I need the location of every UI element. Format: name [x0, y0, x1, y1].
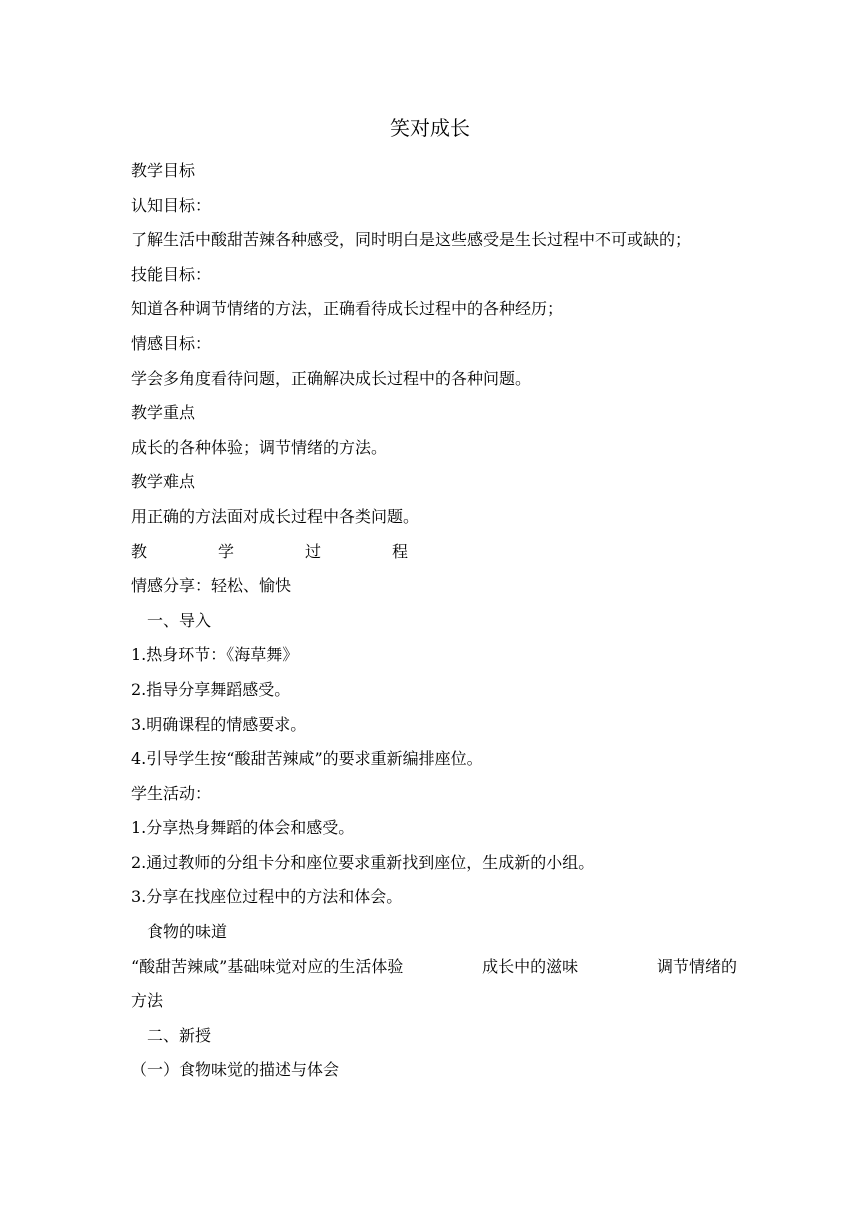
paragraph: 了解生活中酸甜苦辣各种感受，同时明白是这些感受是生长过程中不可或缺的；: [131, 230, 692, 250]
paragraph: 学生活动：: [131, 783, 212, 803]
heading-difficulties: 教学难点: [131, 472, 196, 492]
heading-char: 学: [217, 541, 234, 561]
paragraph: 知道各种调节情绪的方法，正确看待成长过程中的各种经历；: [131, 299, 564, 319]
paragraph: 情感分享：轻松、愉快: [131, 576, 292, 596]
document-title: 笑对成长: [390, 116, 470, 140]
heading-teaching-goals: 教学目标: [131, 161, 196, 180]
heading-teaching-process: [131, 535, 408, 570]
section-heading: 食物的味道: [147, 922, 228, 942]
heading-char: 程: [391, 541, 408, 561]
list-item: 2.通过教师的分组卡分和座位要求重新找到座位，生成新的小组。: [131, 852, 595, 872]
list-item: 3.明确课程的情感要求。: [131, 714, 307, 734]
column-text: 成长中的滋味: [482, 956, 579, 976]
column-text: “酸甜苦辣咸”基础味觉对应的生活体验: [131, 956, 404, 976]
paragraph: 学会多角度看待问题，正确解决成长过程中的各种问题。: [131, 368, 532, 388]
section-heading: 一、导入: [147, 610, 212, 630]
list-item: 1.分享热身舞蹈的体会和感受。: [131, 818, 355, 838]
paragraph: 用正确的方法面对成长过程中各类问题。: [131, 506, 420, 526]
heading-char: 教: [131, 541, 148, 561]
list-item: 3.分享在找座位过程中的方法和体会。: [131, 887, 403, 907]
paragraph: 技能目标：: [131, 264, 212, 284]
paragraph: 成长的各种体验；调节情绪的方法。: [131, 437, 388, 457]
paragraph: 情感目标：: [131, 333, 212, 353]
paragraph: 认知目标：: [131, 195, 212, 215]
subsection-heading: （一）食物味觉的描述与体会: [131, 1060, 340, 1080]
heading-key-points: 教学重点: [131, 403, 196, 423]
document-body: [131, 154, 737, 1088]
paragraph: 方法: [131, 991, 164, 1011]
column-text: 调节情绪的: [656, 956, 737, 976]
list-item: 1.热身环节：《海草舞》: [131, 645, 299, 665]
heading-char: 过: [304, 541, 321, 561]
list-item: 2.指导分享舞蹈感受。: [131, 679, 291, 699]
list-item: 4.引导学生按“酸甜苦辣咸”的要求重新编排座位。: [131, 749, 483, 769]
table-like-row: [131, 950, 737, 985]
section-heading: 二、新授: [147, 1025, 212, 1045]
